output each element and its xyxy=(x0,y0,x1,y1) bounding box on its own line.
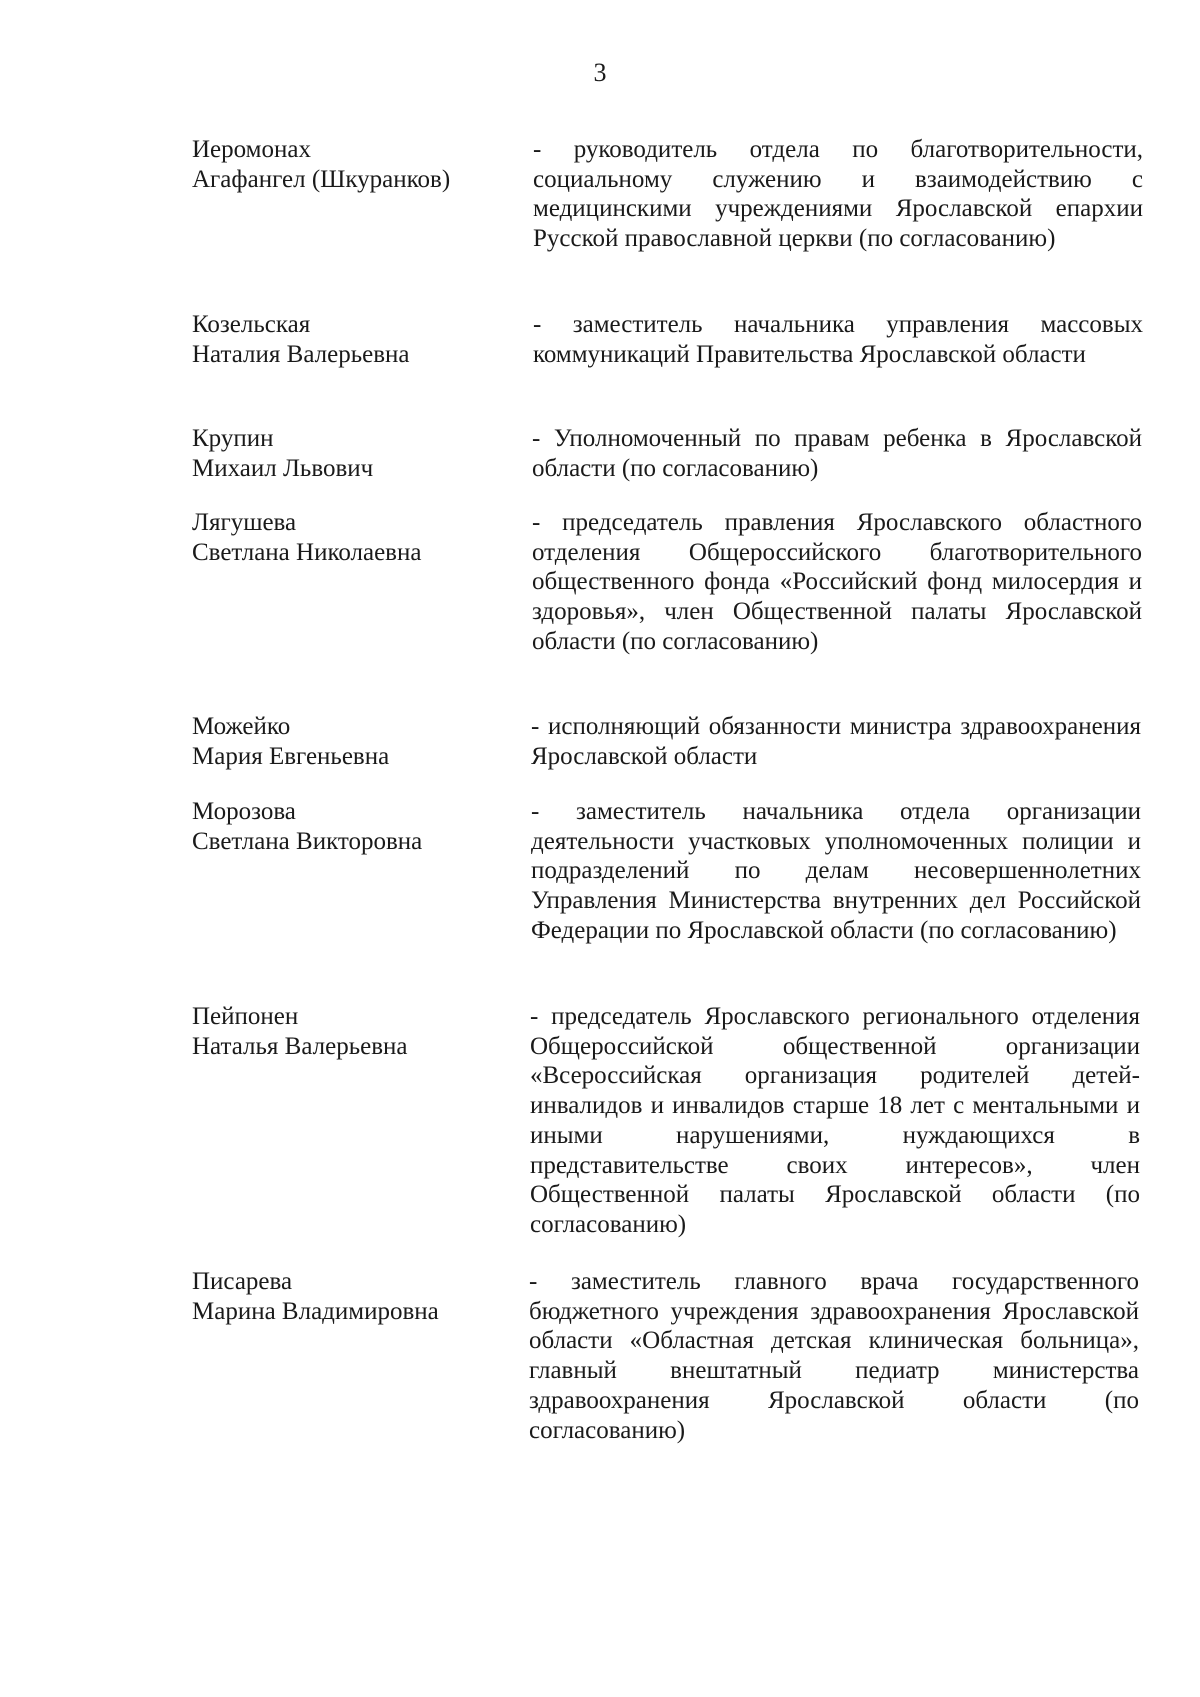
member-name-line2: Наталья Валерьевна xyxy=(192,1032,408,1060)
member-name xyxy=(192,1267,512,1326)
member-name xyxy=(192,424,512,483)
member-name xyxy=(192,712,512,771)
member-name-line1: Иеромонах xyxy=(192,136,311,163)
member-position: - председатель правления Ярославского областного отделения Общероссийского благотворительного общественного фонда «Российский фонд милосердия и здоровья», член Общественной палаты Ярославской области (по согласованию) xyxy=(532,509,1142,655)
member-name-line1: Лягушева xyxy=(192,509,297,536)
member-name xyxy=(192,1002,512,1061)
member-name-line2: Наталия Валерьевна xyxy=(192,340,410,368)
member-name-line1: Можейко xyxy=(192,713,291,740)
member-name-line1: Козельская xyxy=(192,311,311,338)
member-position: - руководитель отдела по благотворительности, социальному служению и взаимодействию с медицинскими учреждениями Ярославской епархии Русской православной церкви (по согласованию) xyxy=(533,136,1143,253)
member-name-line2: Агафангел (Шкуранков) xyxy=(192,165,451,193)
member-name xyxy=(192,508,512,567)
member-position: - заместитель начальника управления массовых коммуникаций Правительства Ярославской области xyxy=(533,311,1143,368)
member-position: - Уполномоченный по правам ребенка в Ярославской области (по согласованию) xyxy=(532,425,1142,482)
member-name xyxy=(192,797,512,856)
member-name-line2: Михаил Львович xyxy=(192,454,374,482)
page-number: 3 xyxy=(593,58,607,87)
member-name xyxy=(192,310,512,369)
member-name-line2: Светлана Викторовна xyxy=(192,827,423,855)
member-name-line2: Мария Евгеньевна xyxy=(192,742,390,770)
member-name-line1: Крупин xyxy=(192,425,274,452)
member-position: - заместитель главного врача государственного бюджетного учреждения здравоохранения Ярославской области «Областная детская клиническая больница», главный внештатный педиатр министерства здравоохранения Ярославской области (по согласованию) xyxy=(529,1268,1139,1444)
member-name-line1: Морозова xyxy=(192,798,296,825)
member-name-line2: Марина Владимировна xyxy=(192,1297,439,1325)
member-name-line1: Писарева xyxy=(192,1268,293,1295)
member-name-line1: Пейпонен xyxy=(192,1003,299,1030)
member-name xyxy=(192,135,512,194)
member-name-line2: Светлана Николаевна xyxy=(192,538,422,566)
member-position: - заместитель начальника отдела организации деятельности участковых уполномоченных полиции и подразделений по делам несовершеннолетних Управления Министерства внутренних дел Российской Федерации по Ярославской области (по согласованию) xyxy=(531,798,1141,944)
member-position: - исполняющий обязанности министра здравоохранения Ярославской области xyxy=(531,713,1141,770)
member-position: - председатель Ярославского регионального отделения Общероссийской общественной организации «Всероссийская организация родителей детей-инвалидов и инвалидов старше 18 лет с ментальными и иными нарушениями, нуждающихся в представительстве своих интересов», член Общественной палаты Ярославской области (по согласованию) xyxy=(530,1003,1140,1238)
